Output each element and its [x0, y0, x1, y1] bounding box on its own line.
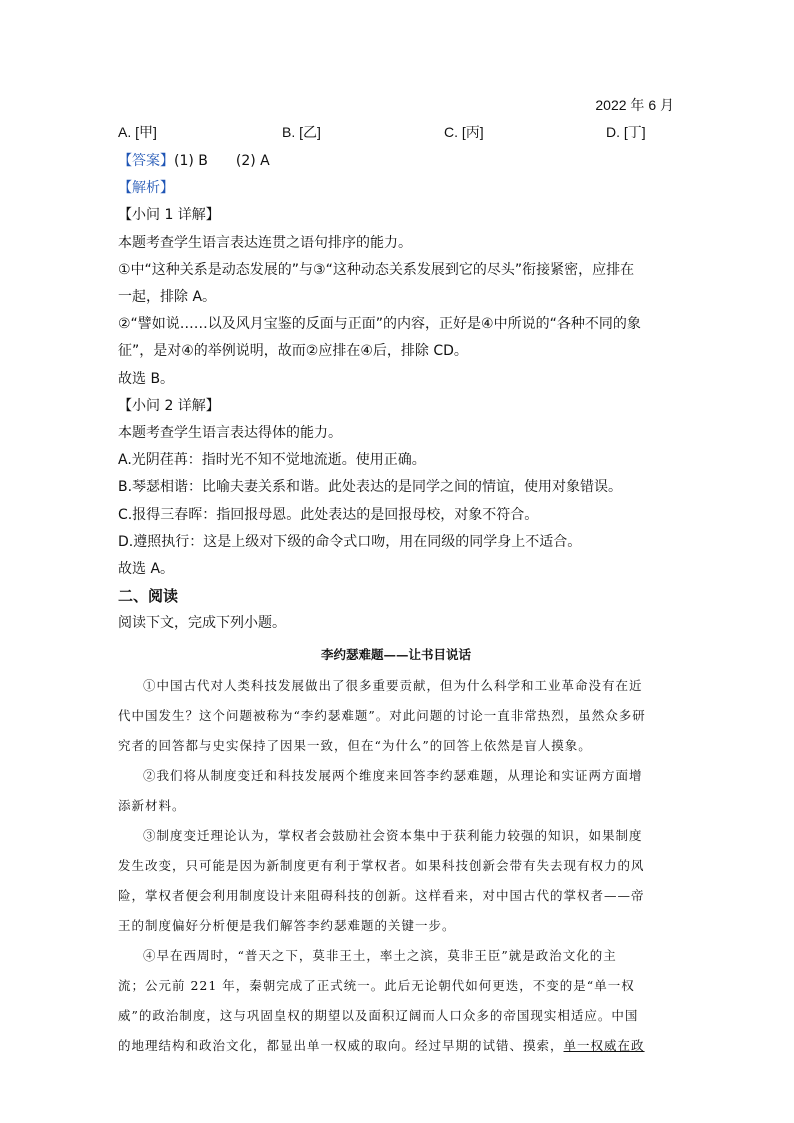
q1-line: ①中“这种关系是动态发展的”与③“这种动态关系发展到它的尽头”衔接紧密，应排在 [118, 261, 635, 278]
answer-value: (1) B (2) A [174, 153, 270, 169]
article-paragraph-4 [118, 941, 674, 1061]
paragraph-line: 添新材料。 [118, 798, 186, 813]
answer-options [118, 122, 678, 144]
paragraph-line: 代中国发生？这个问题被称为“李约瑟难题”。对此问题的讨论一直非常热烈，虽然众多研 [118, 708, 646, 723]
q2-line: 本题考查学生语言表达得体的能力。 [118, 425, 342, 442]
article-paragraph-2 [118, 761, 674, 821]
paragraph-line: 究者的回答都与史实保持了因果一致，但在“为什么”的回答上依然是盲人摸象。 [118, 738, 592, 753]
q1-line: 本题考查学生语言表达连贯之语句排序的能力。 [118, 234, 412, 251]
section-instruction: 阅读下文，完成下列小题。 [118, 615, 286, 632]
q1-line: ②“譬如说……以及风月宝鉴的反面与正面”的内容，正好是④中所说的“各种不同的象 [118, 316, 641, 333]
q1-heading: 【小问 1 详解】 [118, 207, 220, 224]
option-b: B. [乙] [282, 124, 321, 140]
paragraph-line: 威”的政治制度，这与巩固皇权的期望以及面积辽阔而人口众多的帝国现实相适应。中国 [118, 1008, 639, 1023]
section-title: 二、阅读 [118, 587, 179, 606]
paragraph-line: 王的制度偏好分析便是我们解答李约瑟难题的关键一步。 [118, 918, 456, 933]
q2-line: D.遵照执行：这是上级对下级的命令式口吻，用在同级的同学身上不适合。 [118, 533, 582, 550]
paragraph-line: 发生改变，只可能是因为新制度更有利于掌权者。如果科技创新会带有失去现有权力的风 [118, 858, 645, 873]
q2-line: A.光阴荏苒：指时光不知不觉地流逝。使用正确。 [118, 452, 426, 469]
article-paragraph-3 [118, 821, 674, 941]
option-a: A. [甲] [118, 124, 157, 140]
solution-content [118, 148, 674, 638]
paragraph-line: 流；公元前 221 年，秦朝完成了正式统一。此后无论朝代如何更迭，不变的是“单一权 [118, 978, 635, 993]
q1-line: 一起，排除 A。 [118, 289, 217, 306]
answer-label: 【答案】 [118, 153, 174, 169]
paragraph-line: 险，掌权者便会利用制度设计来阻碍科技的创新。这样看来，对中国古代的掌权者——帝 [118, 888, 645, 903]
option-c: C. [丙] [444, 124, 484, 140]
analysis-label: 【解析】 [118, 180, 174, 197]
answer-line [118, 148, 674, 175]
q2-line: C.报得三春晖：指回报母恩。此处表达的是回报母校，对象不符合。 [118, 506, 539, 523]
paragraph-text: 的地理结构和政治文化，都显出单一权威的取向。经过早期的试错、摸索， [118, 1038, 564, 1053]
paragraph-line: ②我们将从制度变迁和科技发展两个维度来回答李约瑟难题，从理论和实证两方面增 [143, 768, 643, 783]
article-title: 李约瑟难题——让书目说话 [320, 647, 471, 662]
q2-line: 故选 A。 [118, 561, 175, 578]
underlined-text: 单一权威在政 [563, 1038, 645, 1053]
q2-line: B.琴瑟相谐：比喻夫妻关系和谐。此处表达的是同学之间的情谊，使用对象错误。 [118, 479, 623, 496]
paragraph-line: ①中国古代对人类科技发展做出了很多重要贡献，但为什么科学和工业革命没有在近 [143, 678, 643, 693]
q1-line: 故选 B。 [118, 370, 175, 387]
q2-heading: 【小问 2 详解】 [118, 397, 220, 414]
page-date: 2022 年 6 月 [595, 97, 674, 113]
option-d: D. [丁] [606, 124, 646, 140]
reading-article [118, 645, 674, 1061]
q1-line: 征”，是对④的举例说明，故而②应排在④后，排除 CD。 [118, 343, 468, 360]
article-paragraph-1 [118, 671, 674, 761]
paragraph-line: ③制度变迁理论认为，掌权者会鼓励社会资本集中于获利能力较强的知识，如果制度 [143, 828, 643, 843]
paragraph-line-last [118, 1031, 674, 1061]
paragraph-line: ④早在西周时，“普天之下，莫非王土，率土之滨，莫非王臣”就是政治文化的主 [143, 948, 617, 963]
